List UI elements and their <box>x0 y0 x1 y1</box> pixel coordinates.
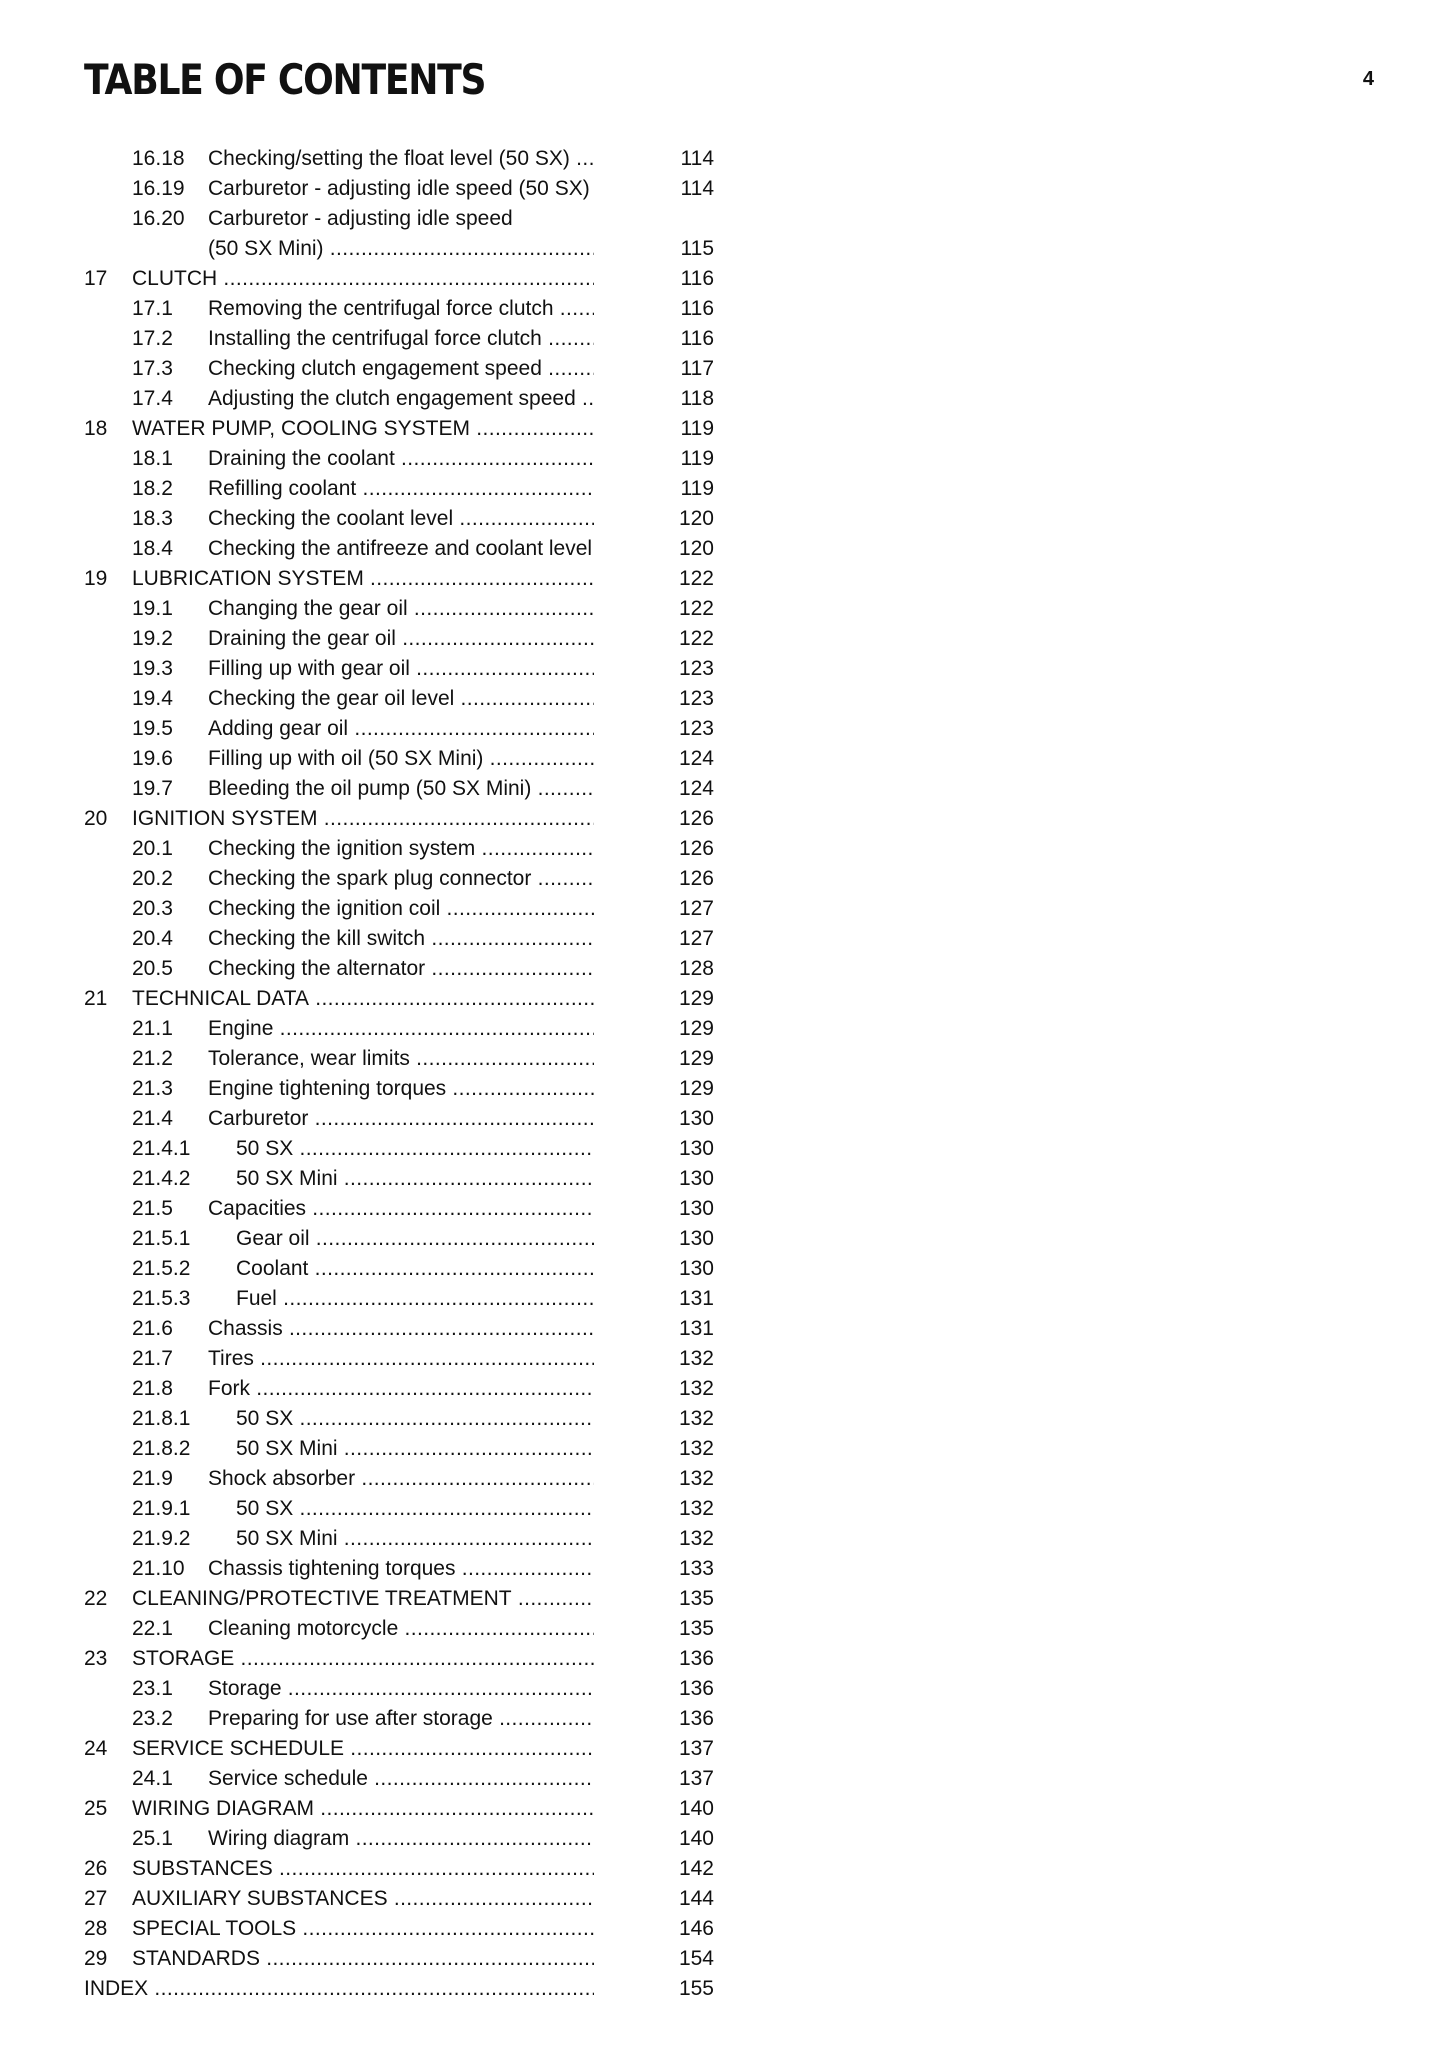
toc-entry[interactable] <box>84 654 714 684</box>
toc-entry-title: Filling up with gear oil ..... <box>208 654 594 684</box>
toc-entry[interactable] <box>84 204 714 264</box>
toc-entry-title: Chassis tightening torques ..... <box>208 1554 594 1584</box>
toc-entry-title: Checking the kill switch ..... <box>208 924 594 954</box>
toc-entry-number: 21.5.1 <box>132 1227 191 1250</box>
toc-entry-page: 117 <box>680 357 714 380</box>
toc-entry[interactable] <box>84 894 714 924</box>
toc-entry[interactable] <box>84 804 714 834</box>
toc-entry[interactable] <box>84 1824 714 1854</box>
toc-entry-number: 17 <box>84 267 108 290</box>
toc-entry[interactable] <box>84 1134 714 1164</box>
toc-entry-title: 50 SX ..... <box>236 1494 594 1524</box>
toc-entry-title: Carburetor - adjusting idle speed <box>208 207 513 230</box>
toc-entry-title: CLEANING/PROTECTIVE TREATMENT ..... <box>132 1584 594 1614</box>
toc-entry[interactable] <box>84 474 714 504</box>
toc-entry-title: Capacities ..... <box>208 1194 594 1224</box>
toc-entry-number: 21.2 <box>132 1047 173 1070</box>
toc-entry[interactable] <box>84 1044 714 1074</box>
toc-entry-number: 21.4.1 <box>132 1137 191 1160</box>
toc-entry[interactable] <box>84 1194 714 1224</box>
toc-entry-page: 132 <box>678 1347 714 1370</box>
toc-entry-number: 25 <box>84 1797 108 1820</box>
toc-entry[interactable] <box>84 174 714 204</box>
toc-entry-title: Fuel ..... <box>236 1284 594 1314</box>
toc-entry-title: Coolant ..... <box>236 1254 594 1284</box>
toc-entry[interactable] <box>84 714 714 744</box>
toc-entry-title: Removing the centrifugal force clutch ..... <box>208 294 594 324</box>
toc-entry-number: 21.7 <box>132 1347 173 1370</box>
toc-entry-number: 19 <box>84 567 108 590</box>
toc-entry-page: 155 <box>678 1977 714 2000</box>
toc-entry-number: 24 <box>84 1737 108 1760</box>
toc-entry-number: 21.9.1 <box>132 1497 191 1520</box>
toc-entry-number: 18.3 <box>132 507 173 530</box>
toc-entry[interactable] <box>84 1914 714 1944</box>
toc-entry-title: LUBRICATION SYSTEM ..... <box>132 564 594 594</box>
toc-entry-title: Checking the alternator ..... <box>208 954 594 984</box>
toc-entry-number: 21.8 <box>132 1377 173 1400</box>
toc-entry-page: 130 <box>678 1137 714 1160</box>
toc-entry[interactable] <box>84 954 714 984</box>
toc-entry[interactable] <box>84 1584 714 1614</box>
toc-entry-page: 122 <box>678 567 714 590</box>
toc-entry-page: 130 <box>678 1107 714 1130</box>
toc-entry-title: CLUTCH ..... <box>132 264 594 294</box>
toc-entry-number: 20 <box>84 807 108 830</box>
toc-entry[interactable] <box>84 1314 714 1344</box>
toc-entry-number: 21.3 <box>132 1077 173 1100</box>
toc-entry[interactable] <box>84 1704 714 1734</box>
toc-entry-number: 27 <box>84 1887 108 1910</box>
toc-entry-number: 18.2 <box>132 477 173 500</box>
toc-entry-page: 124 <box>678 777 714 800</box>
toc-entry[interactable] <box>84 624 714 654</box>
toc-entry-title: Shock absorber ..... <box>208 1464 594 1494</box>
toc-entry-number: 17.3 <box>132 357 173 380</box>
toc-entry-number: 17.2 <box>132 327 173 350</box>
toc-entry-page: 126 <box>678 867 714 890</box>
toc-entry-title: Adding gear oil ..... <box>208 714 594 744</box>
toc-entry-page: 130 <box>678 1167 714 1190</box>
toc-entry-number: 19.1 <box>132 597 173 620</box>
toc-entry-title: Carburetor ..... <box>208 1104 594 1134</box>
toc-entry-number: 28 <box>84 1917 108 1940</box>
toc-entry-page: 135 <box>678 1587 714 1610</box>
toc-entry-number: 21.8.1 <box>132 1407 191 1430</box>
toc-entry[interactable] <box>84 1404 714 1434</box>
toc-entry-number: 19.7 <box>132 777 173 800</box>
toc-entry[interactable] <box>84 924 714 954</box>
toc-entry-number: 23.2 <box>132 1707 173 1730</box>
toc-entry[interactable] <box>84 1164 714 1194</box>
toc-entry-number: 21.5.2 <box>132 1257 191 1280</box>
toc-entry-title: Tires ..... <box>208 1344 594 1374</box>
toc-entry-number: 22.1 <box>132 1617 173 1640</box>
toc-entry[interactable] <box>84 354 714 384</box>
toc-entry-title: Installing the centrifugal force clutch ..... <box>208 324 594 354</box>
toc-entry[interactable] <box>84 1644 714 1674</box>
toc-entry-number: 26 <box>84 1857 108 1880</box>
toc-entry-page: 120 <box>678 507 714 530</box>
toc-entry-page: 136 <box>678 1647 714 1670</box>
toc-entry-number: 21 <box>84 987 108 1010</box>
toc-entry-page: 144 <box>678 1887 714 1910</box>
toc-entry-page: 136 <box>678 1677 714 1700</box>
toc-entry[interactable] <box>84 1764 714 1794</box>
toc-entry-page: 130 <box>678 1227 714 1250</box>
toc-entry-title: Changing the gear oil ..... <box>208 594 594 624</box>
toc-entry-number: 21.6 <box>132 1317 173 1340</box>
toc-entry-title: Checking clutch engagement speed ..... <box>208 354 594 384</box>
toc-entry-title: STORAGE ..... <box>132 1644 594 1674</box>
toc-entry-page: 116 <box>680 327 714 350</box>
toc-entry-page: 129 <box>678 987 714 1010</box>
toc-entry[interactable] <box>84 144 714 174</box>
toc-entry-page: 146 <box>678 1917 714 1940</box>
page-title: TABLE OF CONTENTS <box>84 55 486 104</box>
toc-entry[interactable] <box>84 1254 714 1284</box>
toc-entry[interactable] <box>84 534 714 564</box>
toc-entry-number: 20.3 <box>132 897 173 920</box>
toc-entry-title: AUXILIARY SUBSTANCES ..... <box>132 1884 594 1914</box>
toc-entry-number: 22 <box>84 1587 108 1610</box>
toc-entry[interactable] <box>84 1734 714 1764</box>
toc-entry-page: 129 <box>678 1047 714 1070</box>
toc-entry-page: 114 <box>680 177 714 200</box>
toc-entry-page: 122 <box>678 627 714 650</box>
toc-entry-number: 18.4 <box>132 537 173 560</box>
toc-entry-number: 16.18 <box>132 147 185 170</box>
toc-entry-number: 20.1 <box>132 837 173 860</box>
toc-entry-title: 50 SX Mini ..... <box>236 1434 594 1464</box>
toc-entry-title: Adjusting the clutch engagement speed ..... <box>208 384 594 414</box>
toc-entry-title: Checking the ignition coil ..... <box>208 894 594 924</box>
toc-entry[interactable] <box>84 1434 714 1464</box>
toc-entry-title: WATER PUMP, COOLING SYSTEM ..... <box>132 414 594 444</box>
toc-entry-page: 123 <box>678 717 714 740</box>
toc-entry-page: 115 <box>680 237 714 260</box>
toc-entry-page: 130 <box>678 1257 714 1280</box>
toc-entry-page: 124 <box>678 747 714 770</box>
toc-entry-page: 123 <box>678 687 714 710</box>
toc-entry-number: 19.3 <box>132 657 173 680</box>
toc-entry-number: 18 <box>84 417 108 440</box>
toc-entry[interactable] <box>84 594 714 624</box>
toc-entry-page: 118 <box>680 387 714 410</box>
toc-entry-title: Checking/setting the float level (50 SX) ..... <box>208 144 594 174</box>
toc-entry-number: 21.4 <box>132 1107 173 1130</box>
toc-entry-number: 16.20 <box>132 207 185 230</box>
toc-entry-title: Engine ..... <box>208 1014 594 1044</box>
toc-entry-page: 114 <box>680 147 714 170</box>
toc-entry-title: SPECIAL TOOLS ..... <box>132 1914 594 1944</box>
toc-entry[interactable] <box>84 324 714 354</box>
toc-entry-number: 21.8.2 <box>132 1437 191 1460</box>
toc-entry-number: 29 <box>84 1947 108 1970</box>
toc-entry-title: Checking the spark plug connector ..... <box>208 864 594 894</box>
toc-entry[interactable] <box>84 1374 714 1404</box>
toc-entry-number: 17.1 <box>132 297 173 320</box>
toc-entry-page: 142 <box>678 1857 714 1880</box>
toc-entry-number: 25.1 <box>132 1827 173 1850</box>
toc-entry-number: 20.2 <box>132 867 173 890</box>
toc-entry[interactable] <box>84 1014 714 1044</box>
toc-entry-page: 136 <box>678 1707 714 1730</box>
toc-entry[interactable] <box>84 444 714 474</box>
toc-entry-title: IGNITION SYSTEM ..... <box>132 804 594 834</box>
toc-entry[interactable] <box>84 414 714 444</box>
toc-entry-page: 127 <box>678 927 714 950</box>
toc-entry[interactable] <box>84 1104 714 1134</box>
toc-entry-number: 20.5 <box>132 957 173 980</box>
toc-entry-title: Tolerance, wear limits ..... <box>208 1044 594 1074</box>
toc-entry-title: Cleaning motorcycle ..... <box>208 1614 594 1644</box>
toc-entry-page: 126 <box>678 807 714 830</box>
toc-entry-number: 17.4 <box>132 387 173 410</box>
toc-entry-title: Carburetor - adjusting idle speed (50 SX) ..... <box>208 174 594 204</box>
toc-entry[interactable] <box>84 1884 714 1914</box>
toc-entry-number: 21.4.2 <box>132 1167 191 1190</box>
toc-entry-number: 23.1 <box>132 1677 173 1700</box>
toc-entry[interactable] <box>84 1794 714 1824</box>
toc-entry-title: Storage ..... <box>208 1674 594 1704</box>
toc-entry-page: 130 <box>678 1197 714 1220</box>
toc-entry-title: Filling up with oil (50 SX Mini) ..... <box>208 744 594 774</box>
toc-entry-number: 21.5.3 <box>132 1287 191 1310</box>
toc-entry-title: Wiring diagram ..... <box>208 1824 594 1854</box>
page-number: 4 <box>1362 68 1374 90</box>
toc-entry-page: 135 <box>678 1617 714 1640</box>
toc-entry[interactable] <box>84 1284 714 1314</box>
toc-entry[interactable] <box>84 834 714 864</box>
toc-entry-title: Checking the antifreeze and coolant level ..... <box>208 534 594 564</box>
toc-entry-page: 120 <box>678 537 714 560</box>
toc-entry-page: 154 <box>678 1947 714 1970</box>
toc-entry[interactable] <box>84 774 714 804</box>
toc-entry[interactable] <box>84 1344 714 1374</box>
toc-entry[interactable] <box>84 684 714 714</box>
toc-entry-page: 119 <box>680 417 714 440</box>
toc-entry-number: 19.2 <box>132 627 173 650</box>
toc-entry-number: 21.1 <box>132 1017 173 1040</box>
toc-entry-title: Fork ..... <box>208 1374 594 1404</box>
toc-entry-page: 132 <box>678 1377 714 1400</box>
toc-entry-page: 119 <box>680 477 714 500</box>
toc-entry[interactable] <box>84 1224 714 1254</box>
toc-entry-page: 127 <box>678 897 714 920</box>
toc-entry[interactable] <box>84 1524 714 1554</box>
toc-entry-number: 24.1 <box>132 1767 173 1790</box>
toc-entry-title: Gear oil ..... <box>236 1224 594 1254</box>
toc-entry[interactable] <box>84 1074 714 1104</box>
toc-entry-page: 129 <box>678 1017 714 1040</box>
toc-entry-number: 19.4 <box>132 687 173 710</box>
toc-entry-title: Draining the coolant ..... <box>208 444 594 474</box>
toc-entry-title-continued: (50 SX Mini) ..... <box>208 234 594 264</box>
toc-entry-page: 132 <box>678 1437 714 1460</box>
toc-entry-title: Service schedule ..... <box>208 1764 594 1794</box>
toc-entry[interactable] <box>84 1494 714 1524</box>
toc-entry[interactable] <box>84 1554 714 1584</box>
toc-entry[interactable] <box>84 1854 714 1884</box>
toc-entry[interactable] <box>84 864 714 894</box>
toc-entry[interactable] <box>84 1614 714 1644</box>
toc-entry-title: SERVICE SCHEDULE ..... <box>132 1734 594 1764</box>
toc-entry-title: Engine tightening torques ..... <box>208 1074 594 1104</box>
toc-entry-title: INDEX ..... <box>84 1974 594 2004</box>
toc-entry-page: 132 <box>678 1407 714 1430</box>
toc-entry-title: STANDARDS ..... <box>132 1944 594 1974</box>
toc-entry-page: 126 <box>678 837 714 860</box>
toc-entry[interactable] <box>84 564 714 594</box>
toc-entry-page: 133 <box>678 1557 714 1580</box>
toc-entry-title: 50 SX ..... <box>236 1404 594 1434</box>
toc-entry-title: Checking the gear oil level ..... <box>208 684 594 714</box>
toc-entry-number: 19.5 <box>132 717 173 740</box>
table-of-contents <box>84 144 714 2004</box>
toc-entry-page: 116 <box>680 267 714 290</box>
toc-entry-number: 20.4 <box>132 927 173 950</box>
toc-entry-title: Checking the coolant level ..... <box>208 504 594 534</box>
toc-entry-number: 21.5 <box>132 1197 173 1220</box>
toc-entry-title: TECHNICAL DATA ..... <box>132 984 594 1014</box>
toc-entry[interactable] <box>84 294 714 324</box>
toc-entry-number: 18.1 <box>132 447 173 470</box>
toc-entry-page: 140 <box>678 1797 714 1820</box>
toc-entry-page: 119 <box>680 447 714 470</box>
toc-entry-page: 128 <box>678 957 714 980</box>
toc-entry-page: 123 <box>678 657 714 680</box>
toc-entry-number: 23 <box>84 1647 108 1670</box>
toc-entry-number: 21.9 <box>132 1467 173 1490</box>
toc-entry-title: Checking the ignition system ..... <box>208 834 594 864</box>
toc-entry-title: Chassis ..... <box>208 1314 594 1344</box>
toc-entry-page: 132 <box>678 1527 714 1550</box>
toc-entry[interactable] <box>84 984 714 1014</box>
toc-entry-title: Draining the gear oil ..... <box>208 624 594 654</box>
toc-entry-number: 16.19 <box>132 177 185 200</box>
toc-entry-page: 137 <box>678 1767 714 1790</box>
toc-entry-number: 21.10 <box>132 1557 185 1580</box>
toc-entry-page: 116 <box>680 297 714 320</box>
toc-entry[interactable] <box>84 1464 714 1494</box>
toc-entry-title: 50 SX Mini ..... <box>236 1524 594 1554</box>
toc-entry-page: 132 <box>678 1467 714 1490</box>
toc-entry-title: Preparing for use after storage ..... <box>208 1704 594 1734</box>
toc-entry-page: 129 <box>678 1077 714 1100</box>
toc-entry[interactable] <box>84 264 714 294</box>
toc-entry[interactable] <box>84 384 714 414</box>
toc-entry-page: 137 <box>678 1737 714 1760</box>
toc-entry-page: 131 <box>678 1287 714 1310</box>
toc-entry-number: 21.9.2 <box>132 1527 191 1550</box>
toc-entry-title: Bleeding the oil pump (50 SX Mini) ..... <box>208 774 594 804</box>
toc-entry-title: SUBSTANCES ..... <box>132 1854 594 1884</box>
toc-entry-page: 131 <box>678 1317 714 1340</box>
toc-entry[interactable] <box>84 504 714 534</box>
toc-entry-page: 132 <box>678 1497 714 1520</box>
toc-entry-page: 122 <box>678 597 714 620</box>
page-header <box>84 52 1374 108</box>
toc-entry[interactable] <box>84 1674 714 1704</box>
toc-entry[interactable] <box>84 1944 714 1974</box>
toc-entry-title: 50 SX ..... <box>236 1134 594 1164</box>
toc-entry-page: 140 <box>678 1827 714 1850</box>
toc-entry-title: 50 SX Mini ..... <box>236 1164 594 1194</box>
toc-entry[interactable] <box>84 744 714 774</box>
toc-entry-title: WIRING DIAGRAM ..... <box>132 1794 594 1824</box>
toc-entry[interactable] <box>84 1974 714 2004</box>
toc-entry-number: 19.6 <box>132 747 173 770</box>
toc-entry-title: Refilling coolant ..... <box>208 474 594 504</box>
